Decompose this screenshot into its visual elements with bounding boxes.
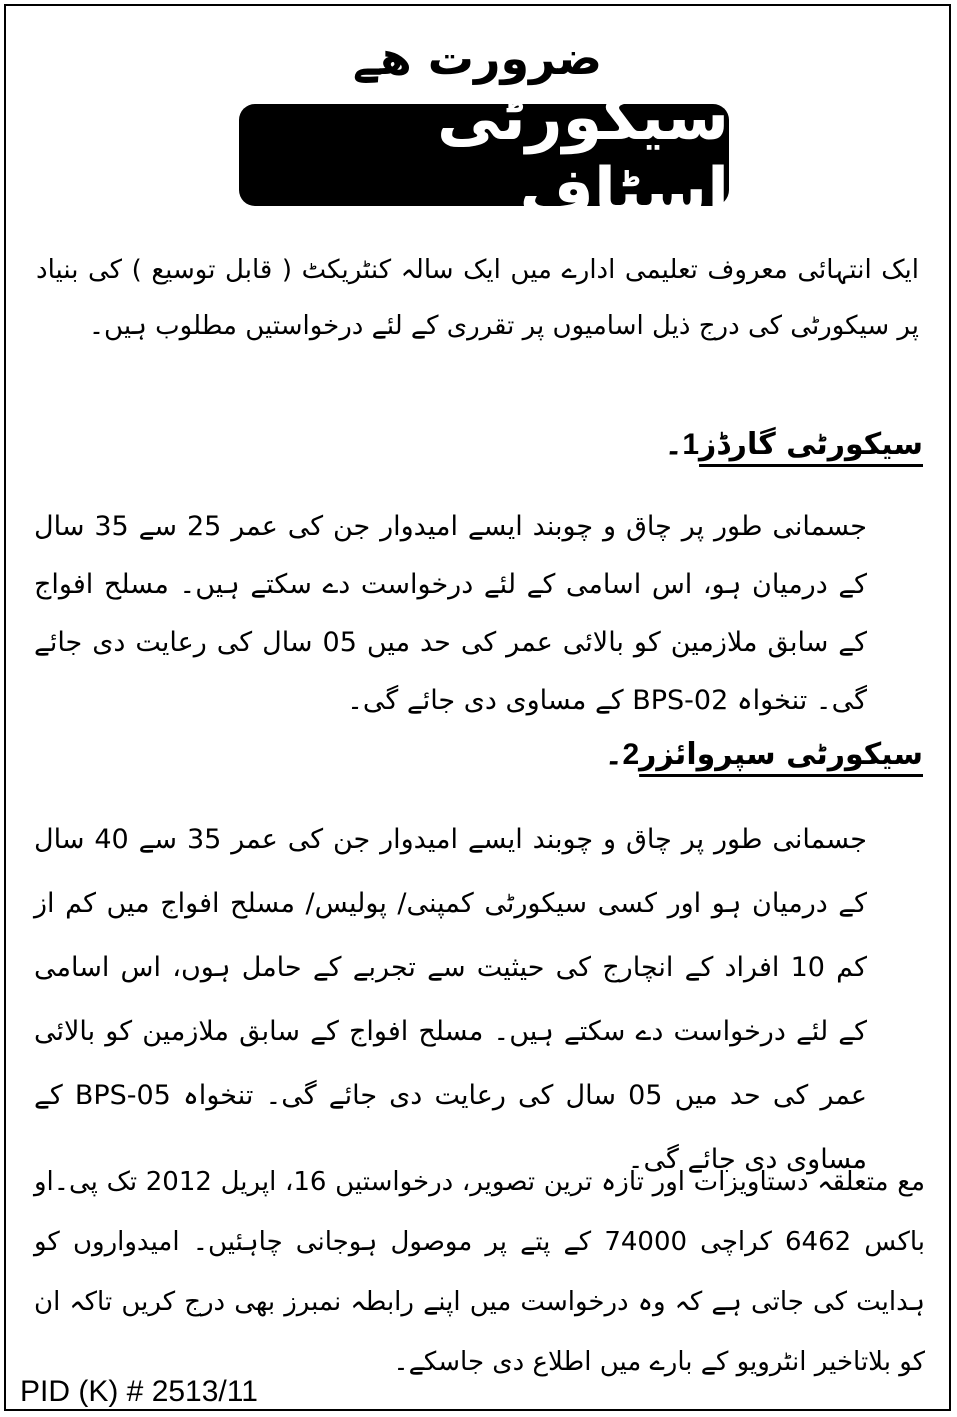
position-2-heading xyxy=(569,730,923,780)
intro-paragraph: ایک انتہائی معروف تعلیمی ادارے میں ایک سالہ کنٹریکٹ ( قابل توسیع ) کی بنیاد پر سیکورٹی کی درج ذیل اسامیوں پر تقرری کے لئے درخواستیں مطلوب ہیں۔ xyxy=(36,255,919,341)
position-1-title: سیکورٹی گارڈز xyxy=(699,427,923,462)
pid-number: PID (K) # 2513/11 xyxy=(20,1375,258,1408)
position-1-number: 1۔ xyxy=(664,428,700,461)
closing-paragraph: مع متعلقہ دستاویزات اور تازہ ترین تصویر، درخواستیں 16، اپریل 2012 تک پی۔او باکس 6462 کراچی 74000 کے پتے پر موصول ہوجانی چاہئیں۔ امیدواروں کو ہدایت کی جاتی ہے کہ وہ درخواست میں اپنے رابطہ نمبرز بھی درج کریں تاکہ ان کو بلاتاخیر انٹرویو کے بارے میں اطلاع دی جاسکے۔ xyxy=(34,1167,925,1377)
position-2-title: سیکورٹی سپروائزر xyxy=(639,737,923,772)
position-1-heading xyxy=(629,420,923,470)
advertisement-page xyxy=(4,4,951,1411)
position-2-number: 2۔ xyxy=(604,738,640,771)
wanted-heading: ضرورت ھے xyxy=(352,31,603,85)
position-2-description: جسمانی طور پر چاق و چوبند ایسے امیدوار جن کی عمر 35 سے 40 سال کے درمیان ہو اور کسی سیکورٹی کمپنی/ پولیس/ مسلح افواج میں کم از کم 10 افراد کے انچارج کی حیثیت سے تجربے کے حامل ہوں، اس اسامی کے لئے درخواست دے سکتے ہیں۔ مسلح افواج کے سابق ملازمین کو بالائی عمر کی حد میں 05 سال کی رعایت دی جائے گی۔ تنخواہ BPS-05 کے مساوی دی جائے گی۔ xyxy=(34,824,867,1175)
position-1-description: جسمانی طور پر چاق و چوبند ایسے امیدوار جن کی عمر 25 سے 35 سال کے درمیان ہو، اس اسامی کے لئے درخواست دے سکتے ہیں۔ مسلح افواج کے سابق ملازمین کو بالائی عمر کی حد میں 05 سال کی رعایت دی جائے گی۔ تنخواہ BPS-02 کے مساوی دی جائے گی۔ xyxy=(34,511,867,716)
title-banner-text: سیکورٹی اسٹاف xyxy=(436,81,729,229)
title-banner xyxy=(239,81,729,229)
